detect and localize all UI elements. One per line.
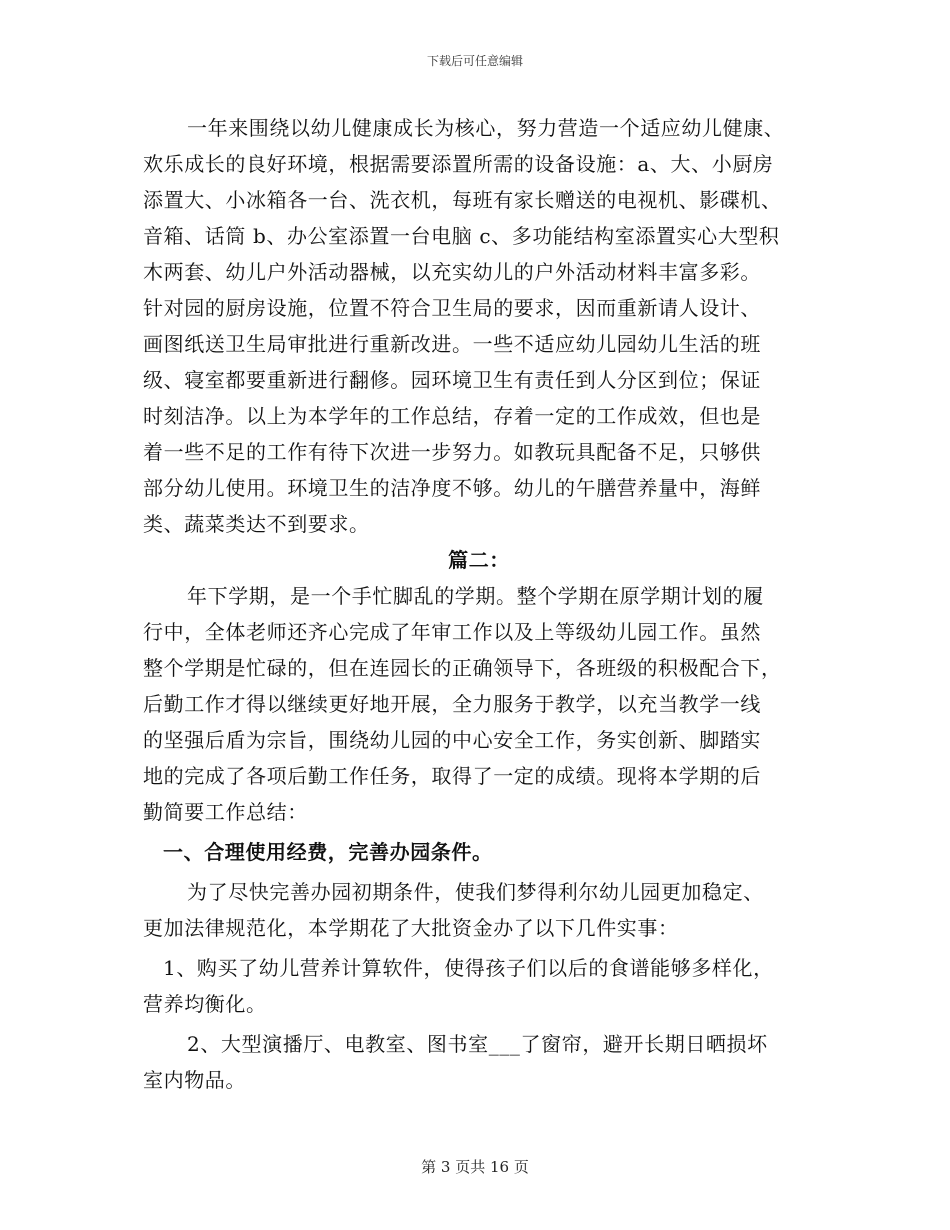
paragraph-line: 部分幼儿使用。环境卫生的洁净度不够。幼儿的午膳营养量中，海鲜 bbox=[143, 476, 761, 500]
paragraph-line: 时刻洁净。以上为本学年的工作总结，存着一定的工作成效，但也是 bbox=[143, 404, 761, 428]
paragraph-line: 更加法律规范化，本学期花了大批资金办了以下几件实事： bbox=[143, 916, 679, 940]
section-title: 篇二： bbox=[448, 548, 510, 572]
page-header: 下载后可任意编辑 bbox=[426, 54, 523, 68]
subheading: 一、合理使用经费，完善办园条件。 bbox=[163, 840, 493, 864]
paragraph-line: 的坚强后盾为宗旨，围绕幼儿园的中心安全工作，务实创新、脚踏实 bbox=[143, 728, 761, 752]
list-item-line: 2、大型演播厅、电教室、图书室___了窗帘，避开长期日晒损坏 bbox=[187, 1032, 768, 1056]
paragraph-line: 类、蔬菜类达不到要求。 bbox=[143, 512, 370, 536]
paragraph-line: 行中，全体老师还齐心完成了年审工作以及上等级幼儿园工作。虽然 bbox=[143, 620, 761, 644]
list-item-line: 1、购买了幼儿营养计算软件，使得孩子们以后的食谱能够多样化， bbox=[163, 956, 774, 980]
paragraph-line: 音箱、话筒 b、办公室添置一台电脑 c、多功能结构室添置实心大型积 bbox=[143, 224, 780, 248]
paragraph-line: 后勤工作才得以继续更好地开展，全力服务于教学，以充当教学一线 bbox=[143, 692, 761, 716]
paragraph-line: 画图纸送卫生局审批进行重新改进。一些不适应幼儿园幼儿生活的班 bbox=[143, 332, 761, 356]
paragraph-line: 年下学期，是一个手忙脚乱的学期。整个学期在原学期计划的履 bbox=[187, 584, 764, 608]
paragraph-line: 整个学期是忙碌的，但在连园长的正确领导下，各班级的积极配合下， bbox=[143, 656, 782, 680]
paragraph-line: 针对园的厨房设施，位置不符合卫生局的要求，因而重新请人设计、 bbox=[143, 296, 761, 320]
paragraph-line: 着一些不足的工作有待下次进一步努力。如教玩具配备不足，只够供 bbox=[143, 440, 761, 464]
list-item-line: 营养均衡化。 bbox=[143, 992, 267, 1016]
paragraph-line: 为了尽快完善办园初期条件，使我们梦得利尔幼儿园更加稳定、 bbox=[187, 880, 764, 904]
paragraph-line: 一年来围绕以幼儿健康成长为核心，努力营造一个适应幼儿健康、 bbox=[187, 116, 785, 140]
paragraph-line: 级、寝室都要重新进行翻修。园环境卫生有责任到人分区到位；保证 bbox=[143, 368, 761, 392]
paragraph-line: 木两套、幼儿户外活动器械，以充实幼儿的户外活动材料丰富多彩。 bbox=[143, 260, 761, 284]
list-item-line: 室内物品。 bbox=[143, 1068, 246, 1092]
paragraph-line: 添置大、小冰箱各一台、洗衣机，每班有家长赠送的电视机、影碟机、 bbox=[143, 188, 782, 212]
page-footer: 第 3 页共 16 页 bbox=[421, 1158, 529, 1176]
paragraph-line: 勤简要工作总结： bbox=[143, 800, 308, 824]
document-body bbox=[143, 110, 815, 1098]
paragraph-line: 地的完成了各项后勤工作任务，取得了一定的成绩。现将本学期的后 bbox=[143, 764, 761, 788]
paragraph-line: 欢乐成长的良好环境，根据需要添置所需的设备设施：a、大、小厨房 bbox=[143, 152, 774, 176]
